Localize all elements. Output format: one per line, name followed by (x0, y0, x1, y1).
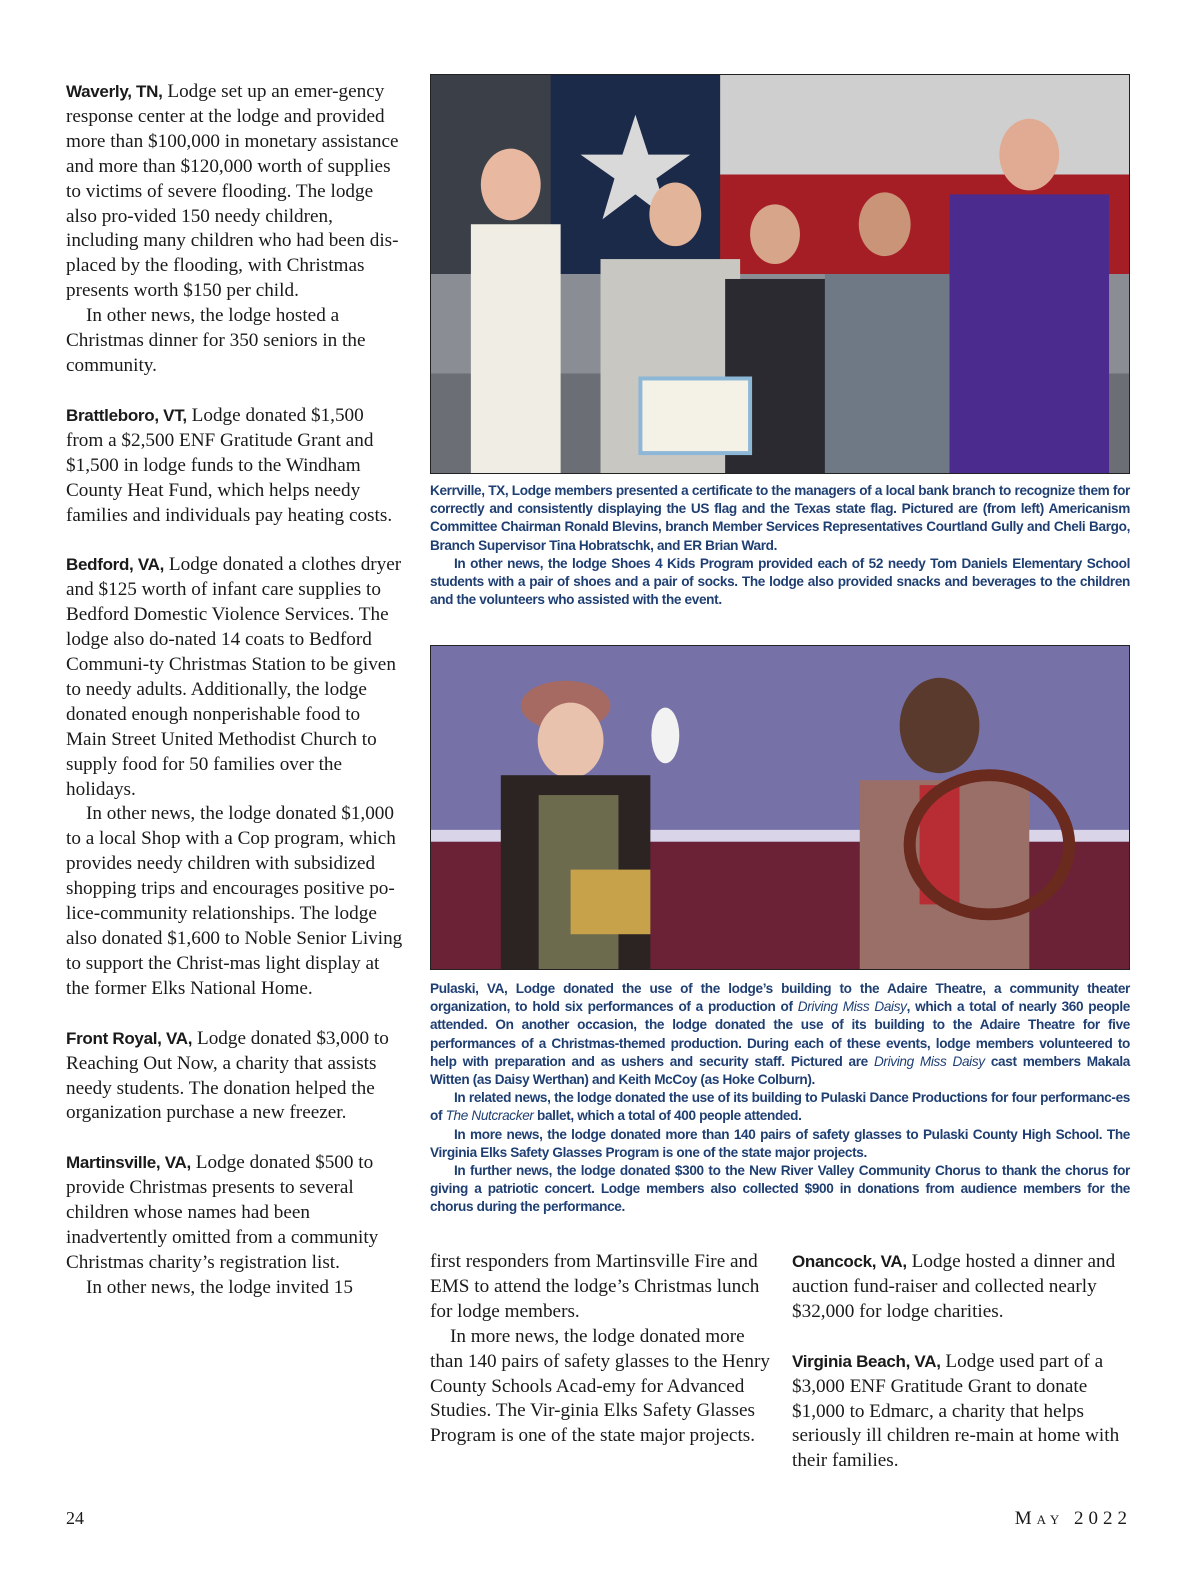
right-column (792, 1250, 1132, 1474)
story-text: Lodge used part of a $3,000 ENF Gratitude Grant to donate $1,000 to Edmarc, a charity that helps seriously ill children re-main at home with their families. (792, 1350, 1120, 1472)
story-martinsville-more: In other news, the lodge invited 15 (86, 1276, 353, 1298)
caption-title: Driving Miss Daisy (873, 1053, 985, 1069)
caption-paragraph: In more news, the lodge donated more than 140 pairs of safety glasses to Pulaski County High School. The Virginia Elks Safety Glasses Program is one of the state major projects. (430, 1126, 1130, 1160)
story-bedford-more: In other news, the lodge donated $1,000 to a local Shop with a Cop program, which provides needy children with subsidized shopping trips and encourages positive po-lice-community relationships. The lodge also donated $1,600 to Noble Senior Living to support the Christ-mas light display at the former Elks National Home. (66, 803, 403, 999)
story-waverly (66, 80, 404, 304)
kerrville-photo (430, 74, 1130, 474)
caption-paragraph (430, 980, 1130, 1089)
caption-title: The Nutcracker (445, 1108, 534, 1124)
caption-paragraph: In other news, the lodge Shoes 4 Kids Program provided each of 52 needy Tom Daniels Elementary School students with a pair of shoes and a pair of socks. The lodge also provided snacks and beverages to the children and the volunteers who assisted with the event. (430, 555, 1130, 608)
left-column (66, 80, 404, 1301)
story-waverly-more: In other news, the lodge hosted a Christmas dinner for 350 seniors in the community. (66, 305, 366, 376)
story-text: Lodge donated $500 to provide Christmas presents to several children whose names had been inadvertently omitted from a community Christmas charity’s registration list. (66, 1152, 379, 1273)
story-martinsville-more-news: In more news, the lodge donated more than 140 pairs of safety glasses to the Henry County Schools Acad-emy for Advanced Studies. The Vir-ginia Elks Safety Glasses Program is one of the state major projects. (430, 1325, 770, 1447)
caption-paragraph (430, 1089, 1130, 1125)
middle-column (430, 1250, 770, 1449)
story-lede: Bedford, VA, (66, 555, 165, 575)
caption-title: Driving Miss Daisy (797, 999, 907, 1015)
caption-paragraph: In further news, the lodge donated $300 to the New River Valley Community Chorus to thank the chorus for giving a patriotic concert. Lodge members also collected $900 in donations from audience members for the chorus during the performance. (430, 1163, 1130, 1215)
story-text: Lodge set up an emer-gency response center at the lodge and provided more than $100,000 in monetary assistance and more than $120,000 worth of supplies to victims of severe flooding. The lodge also pro-vided 150 needy children, including many children who had been dis-placed by the flooding, with Christmas presents worth $150 per child. (66, 81, 399, 302)
story-virginia-beach (792, 1350, 1132, 1475)
story-text: Lodge hosted a dinner and auction fund-raiser and collected nearly $32,000 for lodge charities. (792, 1251, 1116, 1322)
issue-date: May 2022 (1014, 1508, 1132, 1529)
caption-text: , which a total of nearly 360 people attended. On another occasion, the lodge donated the use of its building to the Adaire Theatre for five performances of a Christmas-themed production. During each of these events, lodge members volunteered to help with preparation and as ushers and security staff. Pictured are (430, 999, 1130, 1069)
story-brattleboro (66, 404, 404, 529)
story-lede: Martinsville, VA, (66, 1153, 191, 1173)
story-bedford (66, 553, 404, 802)
story-onancock (792, 1250, 1132, 1325)
caption-text: In related news, the lodge donated the use of its building to Pulaski Dance Productions for four performanc-es of (430, 1090, 1130, 1124)
caption-text: Lodge donated the use of the lodge’s building to the Adaire Theatre, a community theater organization, to hold six performances of a production of (430, 981, 1130, 1015)
story-lede: Brattleboro, VT, (66, 405, 187, 425)
story-martinsville-continued: first responders from Martinsville Fire and EMS to attend the lodge’s Christmas lunch for lodge members. (430, 1251, 760, 1322)
caption-paragraph (430, 482, 1130, 555)
caption-lede: Pulaski, VA, (430, 981, 508, 996)
page-number: 24 (66, 1508, 84, 1528)
pulaski-photo-illustration (431, 646, 1129, 969)
story-front-royal (66, 1027, 404, 1127)
story-text: Lodge donated $3,000 to Reaching Out Now, a charity that assists needy students. The donation helped the organization purchase a new freezer. (66, 1027, 389, 1124)
pulaski-caption (430, 980, 1130, 1217)
story-lede: Front Royal, VA, (66, 1028, 193, 1048)
story-lede: Waverly, TN, (66, 82, 163, 101)
caption-lede: Kerrville, TX, (430, 483, 509, 498)
caption-text: Lodge members presented a certificate to the managers of a local bank branch to recognize them for correctly and consistently displaying the US flag and the Texas state flag. Pictured are (from left) Americanism Committee Chairman Ronald Blevins, branch Member Services Representatives Courtland Gully and Cheli Bargo, Branch Supervisor Tina Hobratschk, and ER Brian Ward. (430, 483, 1130, 553)
story-text: Lodge donated $1,500 from a $2,500 ENF Gratitude Grant and $1,500 in lodge funds to the Windham County Heat Fund, which helps needy families and individuals pay heating costs. (66, 404, 393, 526)
story-martinsville (66, 1151, 404, 1276)
story-text: Lodge donated a clothes dryer and $125 worth of infant care supplies to Bedford Domestic Violence Services. The lodge also do-nated 14 coats to Bedford Communi-ty Christmas Station to be given to needy adults. Additionally, the lodge donated enough nonperishable food to Main Street United Methodist Church to supply food for 50 families over the holidays. (66, 554, 402, 800)
caption-text: cast members Makala Witten (as Daisy Werthan) and Keith McCoy (as Hoke Colburn). (430, 1053, 1131, 1088)
story-lede: Virginia Beach, VA, (792, 1351, 941, 1371)
caption-text: ballet, which a total of 400 people attended. (533, 1108, 802, 1124)
kerrville-caption (430, 482, 1130, 609)
kerrville-photo-illustration (431, 75, 1129, 473)
pulaski-photo (430, 645, 1130, 970)
story-lede: Onancock, VA, (792, 1252, 907, 1271)
